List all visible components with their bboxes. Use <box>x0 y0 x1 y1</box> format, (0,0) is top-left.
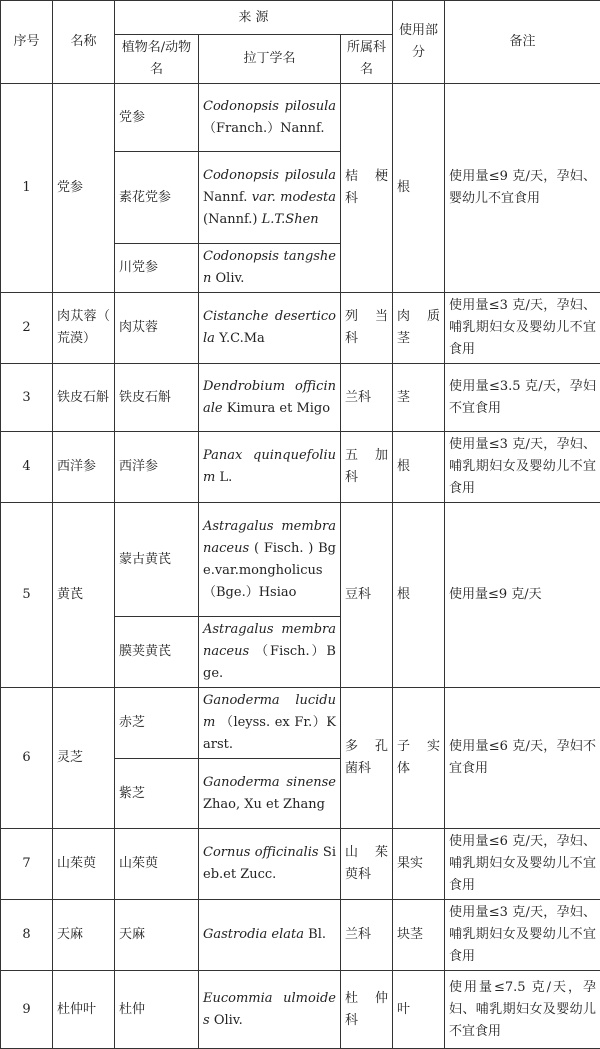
latin-name-cell <box>199 293 341 364</box>
latin-author: （Franch.）Nannf. <box>203 121 325 136</box>
latin-author: Kimura et Migo <box>227 401 330 416</box>
latin-author: Zhao, Xu et Zhang <box>203 797 325 812</box>
latin-genus-species: Gastrodia elata <box>203 927 304 942</box>
table-row <box>1 971 600 1049</box>
name-cell: 铁皮石斛 <box>53 364 115 432</box>
latin-author: Sieb.et Zucc. <box>203 845 336 882</box>
name-cell: 杜仲叶 <box>53 971 115 1049</box>
remark-cell: 使用量≤3 克/天，孕妇、哺乳期妇女及婴幼儿不宜食用 <box>445 900 600 971</box>
latin-author: （Fisch.）Bge. <box>203 644 336 681</box>
latin-name-cell <box>199 829 341 900</box>
table-row <box>1 432 600 503</box>
remark-cell: 使用量≤3 克/天，孕妇、哺乳期妇女及婴幼儿不宜食用 <box>445 293 600 364</box>
latin-genus-species: Codonopsis pilosula <box>203 99 336 114</box>
header-family: 所属科名 <box>341 35 393 84</box>
latin-name-cell <box>199 244 341 293</box>
name-cell: 肉苁蓉（ 荒漠） <box>53 293 115 364</box>
family-cell: 兰科 <box>341 900 393 971</box>
latin-author: Y.C.Ma <box>219 331 265 346</box>
latin-author: Bl. <box>308 927 326 942</box>
seq-cell: 3 <box>1 364 53 432</box>
family-cell: 豆科 <box>341 503 393 688</box>
seq-cell: 2 <box>1 293 53 364</box>
family-cell: 五 加 科 <box>341 432 393 503</box>
header-plant-name: 植物名/动物名 <box>115 35 199 84</box>
latin-author: L. <box>219 470 232 485</box>
plant-name-cell: 天麻 <box>115 900 199 971</box>
seq-cell: 4 <box>1 432 53 503</box>
family-cell: 多 孔 菌科 <box>341 688 393 829</box>
part-cell: 子 实 体 <box>393 688 445 829</box>
seq-cell: 5 <box>1 503 53 688</box>
seq-cell: 1 <box>1 84 53 293</box>
family-cell: 山 茱 萸科 <box>341 829 393 900</box>
header-part: 使用部分 <box>393 1 445 84</box>
remark-cell: 使用量≤7.5 克/天，孕妇、哺乳期妇女及婴幼儿不宜食用 <box>445 971 600 1049</box>
name-cell: 天麻 <box>53 900 115 971</box>
latin-author: Oliv. <box>216 271 245 286</box>
plant-name-cell: 膜荚黄芪 <box>115 617 199 688</box>
latin-name-cell <box>199 971 341 1049</box>
part-cell: 根 <box>393 84 445 293</box>
table-row <box>1 900 600 971</box>
latin-author-2: (Nannf.) <box>203 212 258 227</box>
plant-name-cell: 川党参 <box>115 244 199 293</box>
header-seq: 序号 <box>1 1 53 84</box>
plant-name-cell: 西洋参 <box>115 432 199 503</box>
name-cell: 党参 <box>53 84 115 293</box>
plant-name-cell: 蒙古黄芪 <box>115 503 199 617</box>
plant-name-cell: 党参 <box>115 84 199 152</box>
name-cell: 灵芝 <box>53 688 115 829</box>
latin-genus-species: Astragalus membranaceus <box>203 622 336 659</box>
plant-name-cell: 肉苁蓉 <box>115 293 199 364</box>
latin-genus-species: Ganoderma lucidum <box>203 693 336 730</box>
latin-name-cell <box>199 364 341 432</box>
seq-cell: 9 <box>1 971 53 1049</box>
latin-genus-species: Codonopsis tangshen <box>203 249 336 286</box>
part-cell: 茎 <box>393 364 445 432</box>
plant-name-cell: 赤芝 <box>115 688 199 759</box>
remark-cell: 使用量≤9 克/天 <box>445 503 600 688</box>
latin-genus-species: Panax quinquefolium <box>203 448 336 485</box>
header-remark: 备注 <box>445 1 600 84</box>
table-row <box>1 293 600 364</box>
latin-name-cell <box>199 152 341 244</box>
part-cell: 叶 <box>393 971 445 1049</box>
latin-name-cell <box>199 900 341 971</box>
family-cell: 桔 梗 科 <box>341 84 393 293</box>
name-cell: 山茱萸 <box>53 829 115 900</box>
latin-genus-species: Eucommia ulmoides <box>203 991 336 1028</box>
remark-cell: 使用量≤3.5 克/天，孕妇不宜食用 <box>445 364 600 432</box>
table-row <box>1 688 600 759</box>
latin-author: Nannf. <box>203 190 247 205</box>
table-row <box>1 829 600 900</box>
plant-name-cell: 铁皮石斛 <box>115 364 199 432</box>
latin-genus-species: Dendrobium officinale <box>203 379 336 416</box>
table-row <box>1 84 600 152</box>
seq-cell: 7 <box>1 829 53 900</box>
latin-genus-species: Codonopsis pilosula <box>203 168 336 183</box>
header-latin-name: 拉丁学名 <box>199 35 341 84</box>
family-cell: 兰科 <box>341 364 393 432</box>
latin-name-cell <box>199 503 341 617</box>
latin-genus-species: Ganoderma sinense <box>203 775 336 790</box>
name-cell: 西洋参 <box>53 432 115 503</box>
header-row <box>1 1 600 35</box>
header-name: 名称 <box>53 1 115 84</box>
latin-name-cell <box>199 84 341 152</box>
seq-cell: 6 <box>1 688 53 829</box>
latin-genus-species: Cistanche deserticola <box>203 309 336 346</box>
latin-name-cell <box>199 432 341 503</box>
part-cell: 肉 质 茎 <box>393 293 445 364</box>
latin-author-3: L.T.Shen <box>262 212 319 227</box>
latin-name-cell <box>199 617 341 688</box>
plant-name-cell: 杜仲 <box>115 971 199 1049</box>
latin-author: Oliv. <box>214 1013 243 1028</box>
latin-author: （leyss. ex Fr.）Karst. <box>203 715 336 752</box>
remark-cell: 使用量≤3 克/天，孕妇、哺乳期妇女及婴幼儿不宜食用 <box>445 432 600 503</box>
family-cell: 杜 仲 科 <box>341 971 393 1049</box>
part-cell: 块茎 <box>393 900 445 971</box>
part-cell: 根 <box>393 432 445 503</box>
latin-variety: var. modesta <box>252 190 336 205</box>
seq-cell: 8 <box>1 900 53 971</box>
plant-name-cell: 素花党参 <box>115 152 199 244</box>
remark-cell: 使用量≤9 克/天，孕妇、婴幼儿不宜食用 <box>445 84 600 293</box>
plant-name-cell: 山茱萸 <box>115 829 199 900</box>
plant-name-cell: 紫芝 <box>115 759 199 829</box>
latin-name-cell <box>199 759 341 829</box>
table-row <box>1 503 600 617</box>
family-cell: 列 当 科 <box>341 293 393 364</box>
latin-author: ( Fisch. ) Bge.var.mongholicus（Bge.）Hsiao <box>203 541 336 600</box>
latin-genus-species: Cornus officinalis <box>203 845 319 860</box>
part-cell: 果实 <box>393 829 445 900</box>
header-source: 来 源 <box>115 1 393 35</box>
remark-cell: 使用量≤6 克/天，孕妇、哺乳期妇女及婴幼儿不宜食用 <box>445 829 600 900</box>
part-cell: 根 <box>393 503 445 688</box>
remark-cell: 使用量≤6 克/天，孕妇不宜食用 <box>445 688 600 829</box>
table-row <box>1 364 600 432</box>
latin-name-cell <box>199 688 341 759</box>
name-cell: 黄芪 <box>53 503 115 688</box>
latin-genus-species: Astragalus membranaceus <box>203 519 336 556</box>
